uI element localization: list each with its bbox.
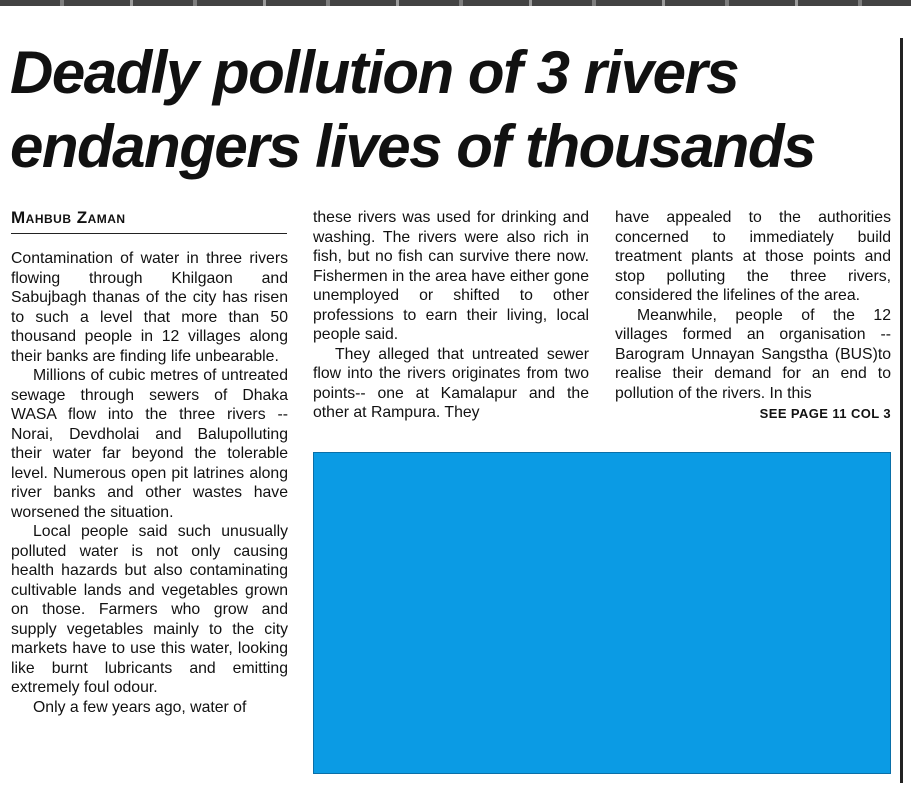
- article-column-1: [11, 249, 288, 717]
- paragraph: Meanwhile, people of the 12 villages formed an organisation -- Barogram Unnayan Sangstha (BUS)to realise their demand for an end to pollution of the rivers. In this: [615, 306, 891, 402]
- paragraph: Millions of cubic metres of untreated sewage through sewers of Dhaka WASA flow into the three rivers -- Norai, Devdholai and Balupolluting their water far beyond the tolerable level. Numerous open pit latrines along river banks and other wastes have worsened the situation.: [11, 367, 288, 521]
- paragraph: Local people said such unusually polluted water is not only causing health hazards but also contaminating cultivable lands and vegetables grown on those. Farmers who grow and supply vegetables mainly to the city markets have to use this water, looking like burnt lubricants and emitting extremely foul odour.: [11, 523, 288, 696]
- article-headline: Deadly pollution of 3 rivers endangers lives of thousands: [10, 39, 815, 180]
- article-column-3: [615, 208, 891, 424]
- paragraph: these rivers was used for drinking and washing. The rivers were also rich in fish, but no fish can survive there now. Fishermen in the area have either gone unemployed or shifted to other professions to earn their living, local people said.: [313, 209, 589, 343]
- article-byline: Mahbub Zaman: [11, 208, 287, 234]
- continuation-jump-line: SEE PAGE 11 COL 3: [759, 406, 891, 421]
- photo-placeholder: [313, 452, 891, 774]
- article-column-2: [313, 208, 589, 423]
- paragraph: Contamination of water in three rivers flowing through Khilgaon and Sabujbagh thanas of the city has risen to such a level that more than 50 thousand people in 12 villages along their banks are finding life unbearable.: [11, 250, 288, 365]
- paragraph: Only a few years ago, water of: [33, 698, 247, 716]
- column-divider-rule: [900, 38, 903, 783]
- top-page-rule: [0, 0, 911, 6]
- paragraph: They alleged that untreated sewer flow into the rivers originates from two points-- one at Kamalapur and the other at Rampura. They: [313, 345, 589, 421]
- paragraph: have appealed to the authorities concerned to immediately build treatment plants at those points and stop polluting the three rivers, considered the lifelines of the area.: [615, 209, 891, 304]
